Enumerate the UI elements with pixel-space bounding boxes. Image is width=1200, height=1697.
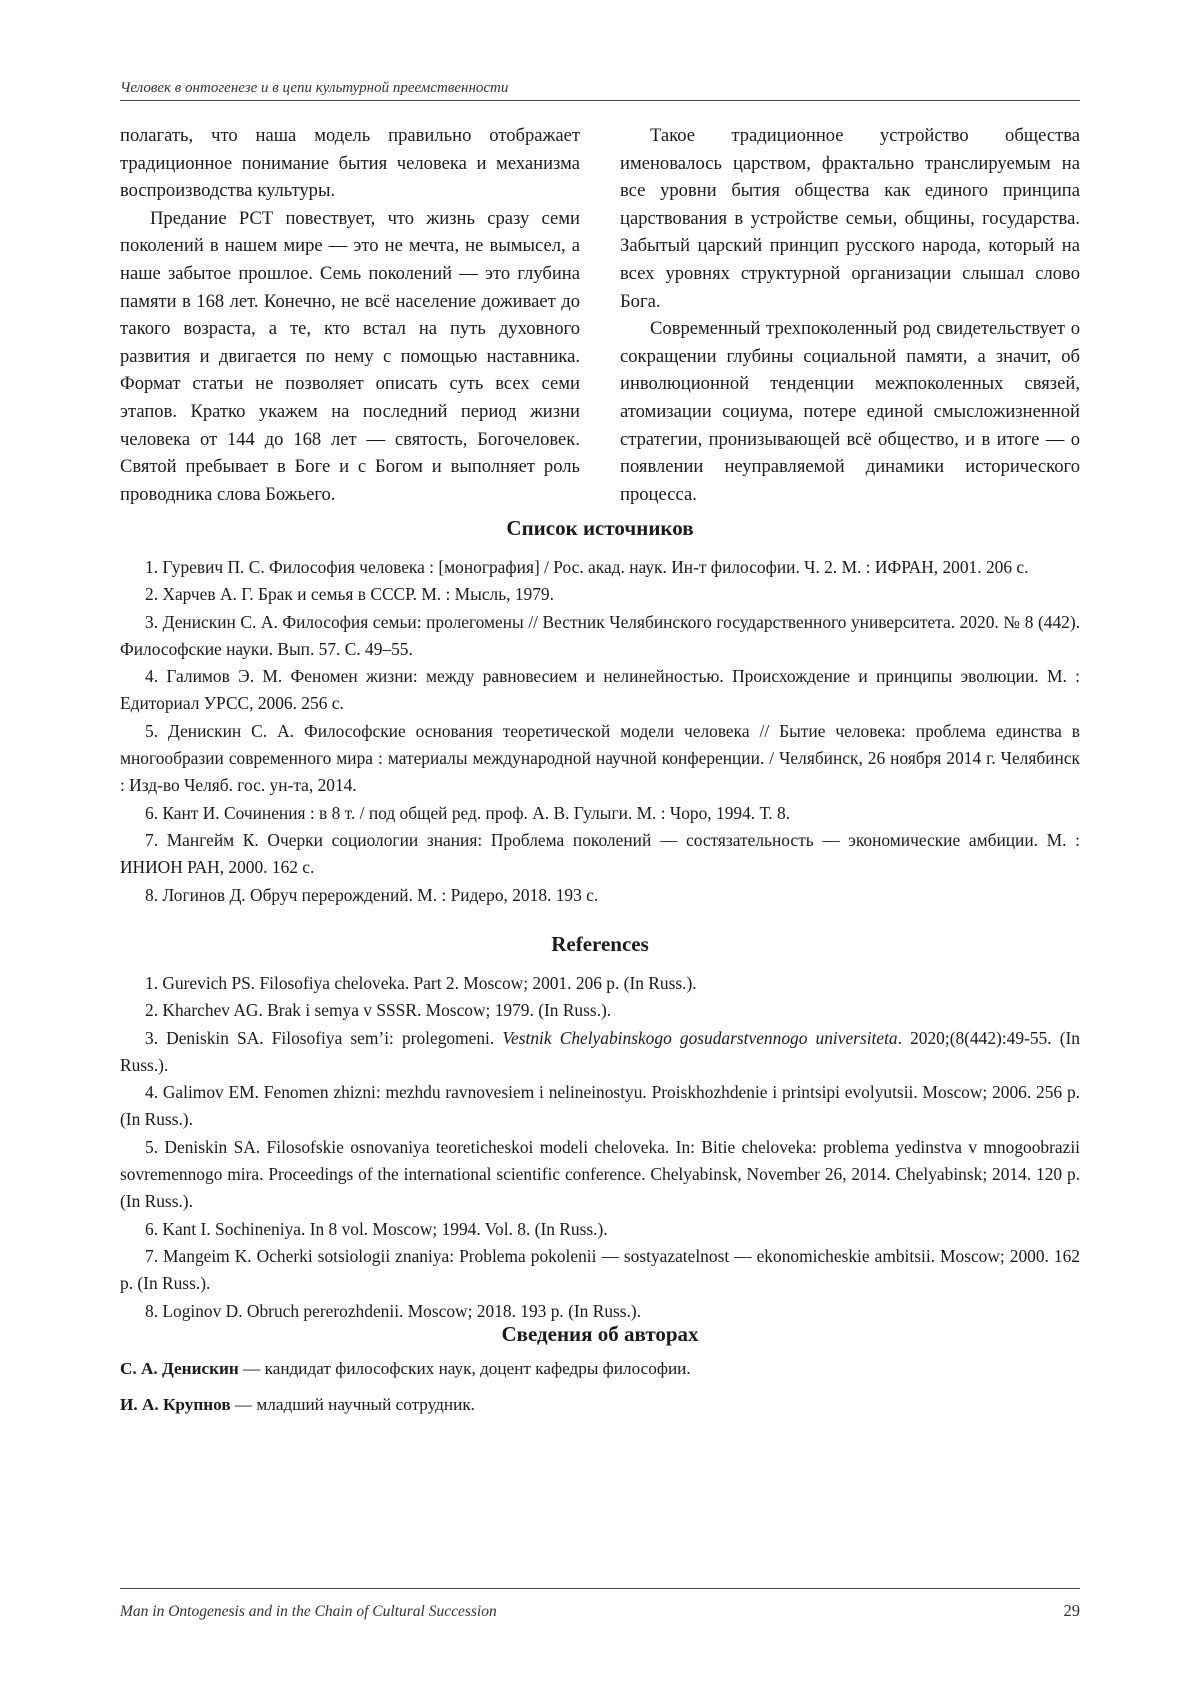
left-paragraph-1: полагать, что наша модель правильно отображает традиционное понимание бытия человека и механизма воспроизводства культуры. (120, 125, 580, 202)
right-column (620, 122, 1080, 508)
sources-list (120, 554, 1080, 909)
reference-item: 5. Deniskin SA. Filosofskie osnovaniya teoreticheskoi modeli cheloveka. In: Bitie cheloveka: problema yedinstva v mnogoobrazii sovremennogo mira. Proceedings of the international scientific conference. Chelyabinsk, November 26, 2014. Chelyabinsk; 2014. 120 p. (In Russ.). (120, 1136, 1080, 1212)
author-2-desc: — младший научный сотрудник. (230, 1395, 475, 1414)
footer-title: Man in Ontogenesis and in the Chain of Cultural Succession (120, 1603, 497, 1620)
running-head: Человек в онтогенезе и в цепи культурной преемственности (120, 80, 1080, 101)
reference-item: 7. Mangeim K. Ocherki sotsiologii znaniya: Problema pokolenii — sostyazatelnost — ekonomicheskie ambitsii. Moscow; 2000. 162 p. (In Russ.). (120, 1245, 1080, 1294)
page-footer (120, 1588, 1080, 1621)
source-item: 8. Логинов Д. Обруч перерождений. М. : Ридеро, 2018. 193 с. (145, 884, 599, 905)
right-paragraph-1: Такое традиционное устройство общества именовалось царством, фрактально транслируемым на все уровни бытия общества как единого принципа царствования в устройстве семьи, общины, государства. Забытый царский принцип русского народа, который на всех уровнях структурной организации слышал слово Бога. (620, 125, 1080, 312)
reference-item: 1. Gurevich PS. Filosofiya cheloveka. Part 2. Moscow; 2001. 206 p. (In Russ.). (145, 973, 697, 993)
source-item: 3. Денискин С. А. Философия семьи: пролегомены // Вестник Челябинского государственного университета. 2020. № 8 (442). Философские науки. Вып. 57. С. 49–55. (120, 611, 1080, 659)
source-item: 2. Харчев А. Г. Брак и семья в СССР. М. : Мысль, 1979. (145, 584, 554, 605)
reference-item-3-journal: Vestnik Chelyabinskogo gosudarstvennogo universiteta (502, 1027, 898, 1048)
sources-heading: Список источников (506, 516, 694, 540)
reference-item-3-tail: . 2020;(8(442):49-55. (In Russ.). (120, 1027, 1080, 1075)
reference-item: 8. Loginov D. Obruch pererozhdenii. Moscow; 2018. 193 p. (In Russ.). (145, 1300, 642, 1321)
left-paragraph-2: Предание РСТ повествует, что жизнь сразу семи поколений в нашем мире — это не мечта, не вымысел, а наше забытое прошлое. Семь поколений — это глубина памяти в 168 лет. Конечно, не всё население доживает до такого возраста, а те, кто встал на путь духовного развития и двигается по нему с помощью наставника. Формат статьи не позволяет описать суть всех семи этапов. Кратко укажем на последний период жизни человека от 144 до 168 лет — святость, Богочеловек. Святой пребывает в Боге и с Богом и выполняет роль проводника слова Божьего. (120, 207, 580, 505)
right-paragraph-2: Современный трехпоколенный род свидетельствует о сокращении глубины социальной памяти, а значит, об инволюционной тенденции межпоколенных связей, атомизации социума, потере единой смысложизненной стратегии, пронизывающей всё общество, и в итоге — о появлении неуправляемой динамики исторического процесса. (620, 318, 1080, 505)
authors-info (120, 1356, 1080, 1428)
author-2-name: И. А. Крупнов (120, 1395, 231, 1414)
reference-item (120, 1025, 1080, 1080)
reference-item: 6. Kant I. Sochineniya. In 8 vol. Moscow; 1994. Vol. 8. (In Russ.). (145, 1218, 608, 1239)
source-item: 7. Мангейм К. Очерки социологии знания: Проблема поколений — состязательность — экономические амбиции. М. : ИНИОН РАН, 2000. 162 с. (120, 829, 1080, 878)
reference-item: 4. Galimov EM. Fenomen zhizni: mezhdu ravnovesiem i nelineinostyu. Proiskhozhdenie i printsipi evolyutsii. Moscow; 2006. 256 p. (In Russ.). (120, 1082, 1080, 1130)
left-column (120, 122, 580, 508)
references-heading: References (551, 932, 649, 956)
source-item: 1. Гуревич П. С. Философия человека : [монография] / Рос. акад. наук. Ин-т философии. Ч. 2. М. : ИФРАН, 2001. 206 с. (145, 557, 1029, 577)
page-number: 29 (1063, 1601, 1080, 1620)
author-1 (120, 1356, 1080, 1382)
author-2 (120, 1392, 1080, 1418)
references-list (120, 970, 1080, 1325)
author-1-name: С. А. Денискин (120, 1359, 239, 1378)
source-item: 5. Денискин С. А. Философские основания теоретической модели человека // Бытие человека: проблема единства в многообразии современного мира : материалы международной научной конференции. / Челябинск, 26 ноября 2014 г. Челябинск : Изд-во Челяб. гос. ун-та, 2014. (120, 720, 1080, 796)
authors-heading: Сведения об авторах (501, 1322, 699, 1346)
body-columns (120, 122, 1080, 508)
author-1-desc: — кандидат философских наук, доцент кафедры философии. (238, 1359, 691, 1378)
reference-item: 2. Kharchev AG. Brak i semya v SSSR. Moscow; 1979. (In Russ.). (145, 1000, 612, 1021)
source-item: 6. Кант И. Сочинения : в 8 т. / под общей ред. проф. А. В. Гулыги. М. : Чоро, 1994. Т. 8. (145, 802, 791, 823)
reference-item-3-start: 3. Deniskin SA. Filosofiya sem’i: prolegomeni. (145, 1027, 503, 1048)
source-item: 4. Галимов Э. М. Феномен жизни: между равновесием и нелинейностью. Происхождение и принципы эволюции. М. : Едиториал УРСС, 2006. 256 с. (120, 666, 1080, 714)
